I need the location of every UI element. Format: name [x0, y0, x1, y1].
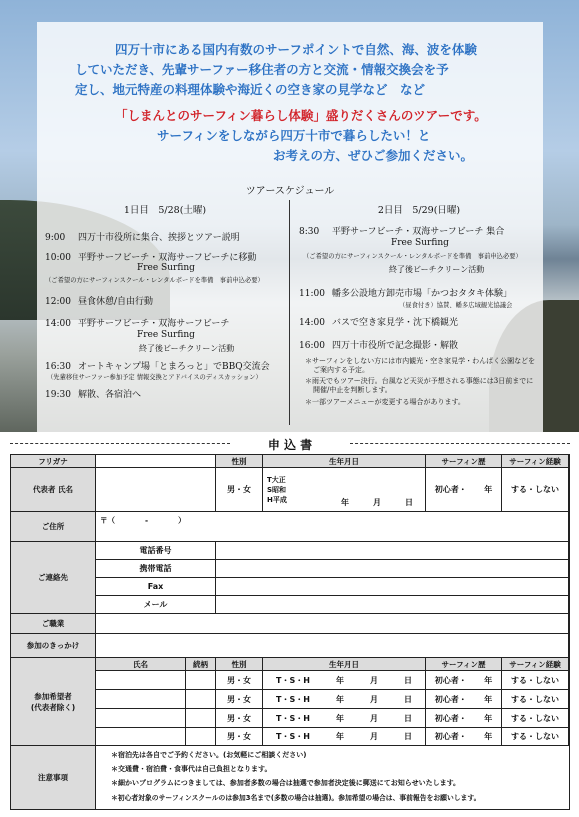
trigger-input[interactable] — [96, 634, 569, 658]
day1-sub: Free Surfing — [137, 330, 195, 340]
schedule-title: ツアースケジュール — [245, 186, 335, 197]
p-birth[interactable]: T・S・H 年 月 日 — [263, 728, 426, 746]
day1-column — [45, 202, 285, 427]
surf-years-header: サーフィン歴 — [426, 455, 502, 468]
p-years[interactable]: 初心者・ 年 — [426, 709, 502, 728]
day1-sub: （ご希望の方にサーフィンスクール・レンタルボードを準備 事前申込必要） — [45, 277, 264, 284]
mail-input[interactable] — [216, 596, 569, 614]
p-name-input[interactable] — [96, 709, 186, 728]
day2-note: ＊一部ツアーメニューが変更する場合があります。 — [305, 398, 465, 406]
day1-event: 14:00 平野サーフビーチ・双海サーフビーチ — [45, 319, 230, 329]
p-name-input[interactable] — [96, 671, 186, 690]
relation-header: 続柄 — [186, 658, 216, 671]
p-birth[interactable]: T・S・H 年 月 日 — [263, 709, 426, 728]
rep-name-label: 代表者 氏名 — [11, 468, 96, 512]
furigana-input[interactable] — [96, 455, 216, 468]
rep-gender[interactable]: 男・女 — [216, 468, 263, 512]
notes-label: 注意事項 — [11, 746, 96, 809]
p-gender[interactable]: 男・女 — [216, 671, 263, 690]
address-input[interactable]: 〒（ - ） — [96, 512, 569, 542]
intro-line: 「しまんとのサーフィン暮らし体験」盛りだくさんのツアーです。 — [115, 108, 487, 123]
day1-event: 12:00 昼食休憩/自由行動 — [45, 297, 154, 307]
p-name-input[interactable] — [96, 690, 186, 709]
p-birth[interactable]: T・S・H 年 月 日 — [263, 671, 426, 690]
rep-surf-exp[interactable]: する・しない — [502, 468, 569, 512]
mobile-label: 携帯電話 — [96, 560, 216, 578]
p-exp[interactable]: する・しない — [502, 690, 569, 709]
day2-title: 2日目 5/29(日曜) — [377, 205, 461, 216]
p-gender[interactable]: 男・女 — [216, 728, 263, 746]
note-line: ＊交通費・宿泊費・食事代は自己負担となります。 — [111, 765, 272, 773]
fax-label: Fax — [96, 578, 216, 596]
intro-line: 定し、地元特産の料理体験や海近くの空き家の見学など など — [75, 82, 426, 97]
day1-sub: （先輩移住サーファー参加予定 情報交換とアドバイスのディスカッション） — [47, 374, 262, 381]
intro-line: 四万十市にある国内有数のサーフポイントで自然、海、波を体験 — [115, 42, 477, 57]
address-label: ご住所 — [11, 512, 96, 542]
day2-event: 14:00 バスで空き家見学・沈下橋観光 — [299, 318, 459, 328]
day2-note: ＊雨天でもツアー決行。台風など天災が予想される事態には3日前までに — [305, 377, 534, 385]
p-relation-input[interactable] — [186, 671, 216, 690]
gender-header: 性別 — [216, 455, 263, 468]
p-years[interactable]: 初心者・ 年 — [426, 690, 502, 709]
rep-surf-years[interactable]: 初心者・ 年 — [426, 468, 502, 512]
note-line: ＊初心者対象のサーフィンスクールのは参加3名まで(多数の場合は抽選)。参加希望の場合は、事前報告をお願いします。 — [111, 794, 481, 802]
form-header — [10, 436, 570, 452]
day2-event: 11:00 幡多公設地方卸売市場「かつおタタキ体験」 — [299, 289, 513, 299]
contact-label: ご連絡先 — [11, 542, 96, 614]
divider — [289, 200, 290, 425]
birthdate-header: 生年月日 — [263, 455, 426, 468]
day1-event: 16:30 オートキャンプ場「とまろっと」でBBQ交流会 — [45, 362, 270, 372]
intro-line: お考えの方、ぜひご参加ください。 — [273, 148, 474, 163]
intro-line: サーフィンをしながら四万十市で暮らしたい！と — [157, 128, 431, 143]
day1-event: 19:30 解散、各宿泊へ — [45, 390, 142, 400]
p-exp[interactable]: する・しない — [502, 728, 569, 746]
mobile-input[interactable] — [216, 560, 569, 578]
mail-label: メール — [96, 596, 216, 614]
day1-event: 9:00 四万十市役所に集合、挨拶とツアー説明 — [45, 233, 240, 243]
day2-event: 8:30 平野サーフビーチ・双海サーフビーチ 集合 — [299, 227, 505, 237]
day2-column — [299, 202, 539, 427]
info-panel — [37, 22, 543, 432]
day2-event: 16:00 四万十市役所で記念撮影・解散 — [299, 341, 459, 351]
occupation-label: ご職業 — [11, 614, 96, 634]
occupation-input[interactable] — [96, 614, 569, 634]
p-gender-header: 性別 — [216, 658, 263, 671]
p-relation-input[interactable] — [186, 728, 216, 746]
note-line: ＊細かいプログラムにつきましては、参加者多数の場合は抽選で参加者決定後に郵送にてお知らせいたします。 — [111, 779, 461, 787]
intro-line: していただき、先輩サーファー移住者の方と交流・情報交換会を予 — [75, 62, 449, 77]
day1-title: 1日目 5/28(土曜) — [123, 205, 207, 216]
day2-note: ご案内する予定。 — [313, 366, 369, 374]
p-years[interactable]: 初心者・ 年 — [426, 728, 502, 746]
p-exp[interactable]: する・しない — [502, 709, 569, 728]
surf-exp-header: サーフィン経験 — [502, 455, 569, 468]
p-years-header: サーフィン歴 — [426, 658, 502, 671]
day2-sub: Free Surfing — [391, 238, 449, 248]
application-form — [10, 454, 570, 810]
p-birth-header: 生年月日 — [263, 658, 426, 671]
day2-sub: 終了後ビーチクリーン活動 — [389, 265, 485, 274]
day2-note: 開催/中止を判断します。 — [313, 386, 392, 394]
rep-birthdate[interactable]: T大正 S昭和 H平成 — [263, 468, 426, 512]
form-title: 申 込 書 — [262, 438, 318, 452]
day2-note: ＊サーフィンをしない方には市内観光・空き家見学・わんぱく公園などを — [305, 357, 536, 365]
rep-name-input[interactable] — [96, 468, 216, 512]
p-relation-input[interactable] — [186, 709, 216, 728]
phone-label: 電話番号 — [96, 542, 216, 560]
day1-sub: 終了後ビーチクリーン活動 — [139, 344, 235, 353]
p-gender[interactable]: 男・女 — [216, 690, 263, 709]
note-line: ＊宿泊先は各自でご予約ください。(お気軽にご相談ください) — [111, 751, 307, 759]
rep-year: 年 — [341, 498, 349, 507]
furigana-label: フリガナ — [11, 455, 96, 468]
p-birth[interactable]: T・S・H 年 月 日 — [263, 690, 426, 709]
day1-event: 10:00 平野サーフビーチ・双海サーフビーチに移動 — [45, 253, 257, 263]
name-header: 氏名 — [96, 658, 186, 671]
day2-sub: （昼食付き）協賛、幡多広域観光協議会 — [399, 302, 513, 309]
participants-label: 参加希望者 (代表者除く) — [11, 658, 96, 746]
p-relation-input[interactable] — [186, 690, 216, 709]
p-exp[interactable]: する・しない — [502, 671, 569, 690]
p-exp-header: サーフィン経験 — [502, 658, 569, 671]
day1-sub: Free Surfing — [137, 263, 195, 273]
day2-sub: （ご希望の方にサーフィンスクール・レンタルボードを準備 事前申込必要） — [303, 253, 522, 260]
p-gender[interactable]: 男・女 — [216, 709, 263, 728]
rep-month: 月 — [373, 498, 381, 507]
p-name-input[interactable] — [96, 728, 186, 746]
rep-day: 日 — [405, 498, 413, 507]
phone-input[interactable] — [216, 542, 569, 560]
trigger-label: 参加のきっかけ — [11, 634, 96, 658]
fax-input[interactable] — [216, 578, 569, 596]
p-years[interactable]: 初心者・ 年 — [426, 671, 502, 690]
